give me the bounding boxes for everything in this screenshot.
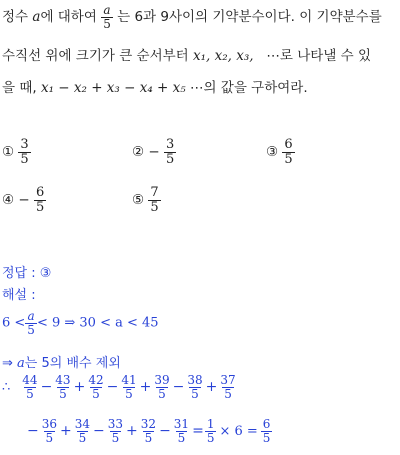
row2-numerator-1: 34 [74,417,91,431]
row1-operator-2: + [73,378,86,395]
row2-operator-2: − [93,422,105,439]
row1-operator-1: − [40,378,53,395]
row1-denominator-6: 5 [224,386,232,401]
row1-denominator-2: 5 [92,386,100,401]
q2-text-b: ⋯로 나타낼 수 있 [266,48,372,64]
q1-text-b: 에 대하여 [40,9,102,26]
question-line-2 [2,44,371,64]
inequality-line [2,310,159,336]
row2-fraction-1 [73,418,92,444]
answer-line: 정답 : ③ [2,266,52,281]
row2-denominator-2: 5 [111,430,120,445]
choice-1-num: 3 [20,137,29,152]
sum-row-2 [26,418,272,444]
choice-3-fraction [282,138,294,166]
q2-vars: x₁, x₂, x₃, [193,48,254,64]
therefore-symbol: ∴ [2,379,11,395]
row1-fraction-4 [152,374,171,400]
q3-expr: x₁ − x₂ + x₃ − x₄ + x₅ [40,80,186,96]
choice-5[interactable] [132,186,161,214]
choice-3-den: 5 [284,151,293,167]
row2-operator-4: − [159,422,171,439]
q1-fraction [101,4,113,30]
choice-1-den: 5 [20,151,29,167]
q1-text-a: 정수 [2,9,33,26]
row1-operator-4: + [139,378,152,395]
choice-1[interactable] [2,138,31,166]
row1-denominator-4: 5 [158,386,166,401]
note-arrow: ⇒ [2,356,18,371]
choice-3-mark: ③ [266,144,279,161]
row1-numerator-3: 41 [121,373,137,387]
final-num: 6 [262,417,271,431]
row1-operator-5: − [172,378,185,395]
choice-5-mark: ⑤ [132,192,145,209]
row2-denominator-1: 5 [78,430,87,445]
choice-2[interactable] [132,138,176,166]
row1-numerator-0: 44 [22,373,38,387]
row2-numerator-0: 36 [41,417,58,431]
choice-5-num: 7 [150,185,159,200]
row2-denominator-5: 5 [206,430,215,445]
row1-operator-3: − [106,378,119,395]
row1-denominator-1: 5 [59,386,67,401]
q1-text-c: 는 6과 9사이의 기약분수이다. 이 기약분수를 [117,9,382,26]
choice-4[interactable] [2,186,46,214]
row2-operator-0: − [27,422,39,439]
row2-fraction-2 [106,418,125,444]
choice-4-mark: ④ [2,192,15,209]
final-den: 5 [262,430,271,445]
times-text: × 6 = [219,423,258,439]
row1-numerator-4: 39 [154,373,170,387]
row1-denominator-0: 5 [26,386,34,401]
row1-operator-6: + [205,378,218,395]
row1-numerator-2: 42 [88,373,104,387]
row1-numerator-6: 37 [220,373,236,387]
question-line-1 [2,4,382,30]
choice-4-den: 5 [36,199,45,215]
ineq-right: < 9 ⇒ 30 < a < 45 [36,315,159,331]
row1-fraction-2 [86,374,105,400]
choice-1-mark: ① [2,144,15,161]
choice-2-num: 3 [166,137,175,152]
sum-row-1 [2,374,238,400]
row2-denominator-3: 5 [144,430,153,445]
q1-frac-num: a [103,3,111,17]
choice-5-fraction [148,186,160,214]
q1-frac-den: 5 [103,16,111,31]
row1-numerator-1: 43 [55,373,71,387]
choice-2-mark: ② [132,144,145,161]
row2-operator-5: = [192,422,204,439]
q1-var-a: a [32,9,41,26]
ineq-den: 5 [27,322,35,337]
choice-3-num: 6 [284,137,293,152]
row1-fraction-5 [185,374,204,400]
sum-row-1-terms [20,373,237,401]
choice-5-den: 5 [150,199,159,215]
choice-2-den: 5 [166,151,175,167]
row2-numerator-3: 32 [140,417,157,431]
row1-fraction-3 [119,374,138,400]
choice-1-fraction [18,138,30,166]
row2-denominator-0: 5 [45,430,54,445]
choice-2-fraction [164,138,176,166]
note-text: 는 5의 배수 제외 [24,356,121,371]
sum-row-2-terms [26,417,216,445]
note-line [2,352,121,371]
note-var: a [17,356,25,371]
row2-operator-1: + [60,422,72,439]
q3-text-a: 을 때, [2,80,41,96]
row2-operator-3: + [126,422,138,439]
row2-fraction-4 [172,418,191,444]
row2-fraction-0 [40,418,59,444]
q3-text-b: ⋯의 값을 구하여라. [185,80,308,96]
ineq-fraction [25,310,37,336]
final-fraction [261,418,273,444]
row2-numerator-4: 31 [173,417,190,431]
choice-4-sign: − [18,192,30,209]
row2-denominator-4: 5 [177,430,186,445]
row2-numerator-2: 33 [107,417,124,431]
row1-fraction-0 [20,374,39,400]
row2-numerator-5: 1 [206,417,215,431]
row1-denominator-5: 5 [191,386,199,401]
choice-2-sign: − [148,144,160,161]
row1-fraction-6 [218,374,237,400]
row1-numerator-5: 38 [187,373,203,387]
row1-fraction-1 [53,374,72,400]
ineq-left: 6 < [2,315,26,331]
ineq-num: a [27,309,35,323]
explanation-label: 해설 : [2,288,36,303]
choice-4-fraction [34,186,46,214]
question-line-3 [2,76,308,96]
row2-fraction-5 [205,418,217,444]
row1-denominator-3: 5 [125,386,133,401]
q2-text-a: 수직선 위에 크기가 큰 순서부터 [2,48,193,64]
row2-fraction-3 [139,418,158,444]
choice-4-num: 6 [36,185,45,200]
choice-3[interactable] [266,138,295,166]
